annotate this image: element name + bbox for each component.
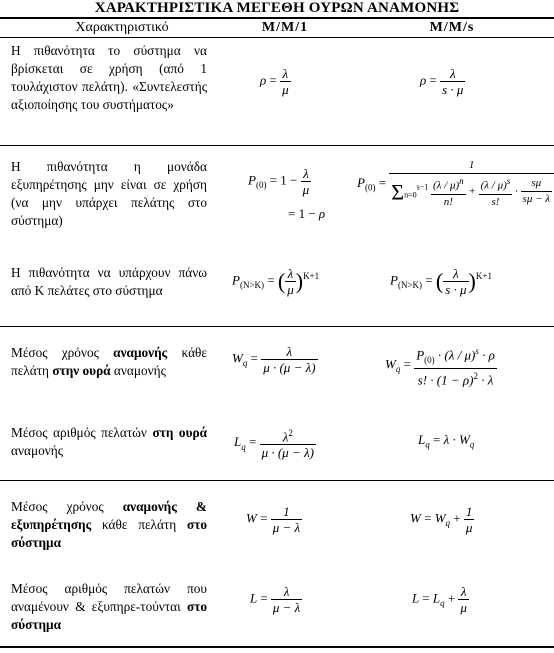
row-idle-desc: Η πιθανότητα η μονάδα εξυπηρέτησης μην είναι σε χρήση (να μην υπάρχει πελάτης στο σύστημα): [11, 159, 207, 228]
header-characteristic: Χαρακτηριστικό: [75, 20, 169, 35]
row-w-desc: Μέσος χρόνος αναμονής & εξυπηρέτησης κάθε πελάτη στο σύστημα: [11, 499, 207, 550]
formula-l-mm1: L = $\frac{\lambda}{\mu - \lambda}$: [250, 584, 301, 615]
formula-p0-mm1-alt: = 1 − ρ: [288, 206, 326, 221]
row-l-desc: Μέσος αριθμός πελατών που αναμένουν & εξυπηρε-τούνται στο σύστημα: [11, 581, 207, 632]
formula-rho-mms: ρ = $\frac{\lambda}{s \cdot \mu}$: [420, 66, 464, 97]
header-divider: [0, 37, 554, 38]
row-divider-3: [0, 480, 554, 481]
formula-w-mm1: W = $\frac{1}{\mu - \lambda}$: [246, 504, 301, 535]
table-top-border: [0, 17, 554, 19]
row-utilization-desc: Η πιθανότητα το σύστημα να βρίσκεται σε χρήση (από 1 τουλάχιστον πελάτη). «Συντελεστής αξιοποίησης του συστήματος»: [11, 43, 207, 112]
formula-w-mms: $W = W_q$ + $\frac{1}{\mu}$: [410, 504, 473, 535]
header-mms: M/M/s: [429, 20, 475, 35]
page-title: ΧΑΡΑΚΤΗΡΙΣΤΙΚΑ ΜΕΓΕΘΗ ΟΥΡΩΝ ΑΝΑΜΟΝΗΣ: [94, 0, 460, 16]
formula-lq-mms: $L_q = \lambda \cdot W_q$: [418, 432, 475, 450]
formula-rho-mm1: ρ = $\frac{\lambda}{\mu}$: [260, 66, 289, 97]
header-mm1: M/M/1: [261, 20, 309, 35]
row-divider-1: [0, 145, 554, 146]
row-divider-2: [0, 326, 554, 327]
row-wq-desc: Μέσος χρόνος αναμονής κάθε πελάτη στην ουρά αναμονής: [11, 345, 208, 378]
row-over-k-desc: Η πιθανότητα να υπάρχουν πάνω από Κ πελάτες στο σύστημα: [11, 265, 207, 298]
row-lq-desc: Μέσος αριθμός πελατών στη ουρά αναμονής: [11, 425, 208, 458]
formula-pk-mms: $P_{(N>K)}$ = ( $\frac{\lambda}{s \cdot \mu}$ )$^{K+1}$: [390, 266, 492, 297]
formula-wq-mms: $W_q$ = $\frac{P_{(0)} \cdot (\lambda / \mu)^s \cdot \rho}{s! \cdot (1 - \rho)^2 \cdot \lambda}$: [385, 346, 495, 388]
table-bottom-border: [0, 646, 554, 648]
formula-pk-mm1: $P_{(N>K)}$ = ( $\frac{\lambda}{\mu}$ )$^{K+1}$: [232, 266, 320, 297]
formula-wq-mm1: $W_q$ = $\frac{\lambda}{\mu \cdot (\mu - \lambda)}$: [232, 344, 316, 375]
formula-p0-mms: $P_{(0)}$ = 1 $\Sigma_{n=0}^{s-1}$ $\frac{(\lambda / \mu)^n}{n!}$ + $\frac{(\lambda / \mu)^s}{s!}$ · $\frac{s\mu}{s\mu - \lambda}$: [357, 158, 554, 210]
formula-lq-mm1: $L_q$ = $\frac{\lambda^2}{\mu \cdot (\mu - \lambda)}$: [234, 428, 314, 461]
formula-p0-mm1: $P_{(0)} = 1$ − $\frac{\lambda}{\mu}$: [248, 166, 310, 197]
formula-l-mms: $L = L_q$ + $\frac{\lambda}{\mu}$: [412, 584, 467, 615]
